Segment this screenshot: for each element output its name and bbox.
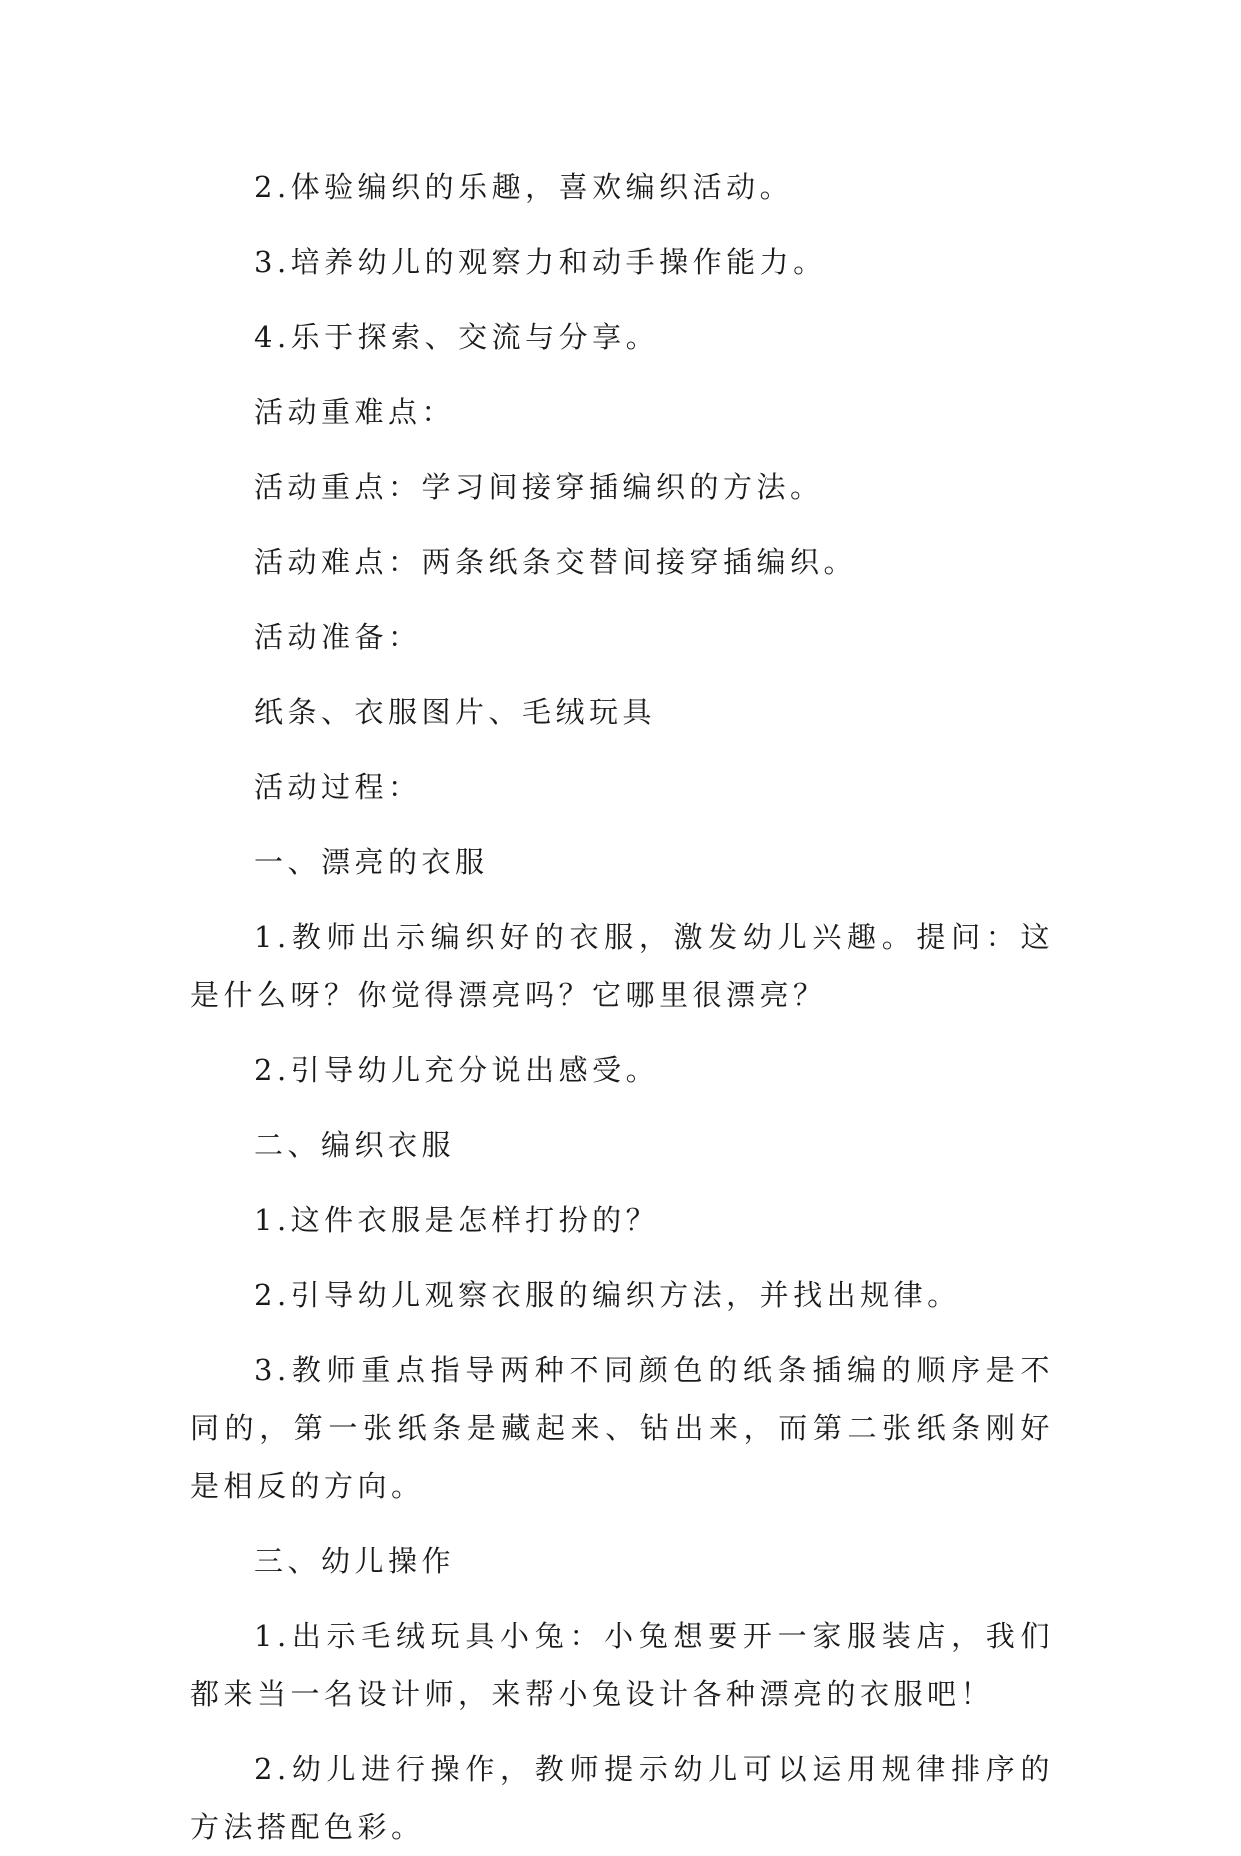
paragraph-goal-2: 2.体验编织的乐趣，喜欢编织活动。 bbox=[254, 170, 794, 204]
paragraph-step-3-1: 1.出示毛绒玩具小兔：小兔想要开一家服装店，我们都来当一名设计师，来帮小兔设计各种漂亮的衣服吧！ bbox=[190, 1619, 1054, 1711]
section-heading-2: 二、编织衣服 bbox=[254, 1128, 456, 1162]
heading-key-points: 活动重难点： bbox=[254, 395, 456, 429]
paragraph-step-3-2: 2.幼儿进行操作，教师提示幼儿可以运用规律排序的方法搭配色彩。 bbox=[190, 1752, 1054, 1844]
paragraph-step-1-1: 1.教师出示编织好的衣服，激发幼儿兴趣。提问：这是什么呀？你觉得漂亮吗？它哪里很漂亮？ bbox=[190, 920, 1054, 1012]
heading-preparation: 活动准备： bbox=[254, 620, 422, 654]
paragraph-goal-4: 4.乐于探索、交流与分享。 bbox=[254, 320, 660, 354]
paragraph-step-2-2: 2.引导幼儿观察衣服的编织方法，并找出规律。 bbox=[254, 1278, 961, 1312]
section-heading-3: 三、幼儿操作 bbox=[254, 1544, 456, 1578]
paragraph-key-point: 活动重点：学习间接穿插编织的方法。 bbox=[254, 470, 824, 504]
paragraph-materials: 纸条、衣服图片、毛绒玩具 bbox=[254, 695, 657, 729]
document-body bbox=[190, 158, 1054, 1856]
section-heading-1: 一、漂亮的衣服 bbox=[254, 845, 489, 879]
paragraph-difficulty: 活动难点：两条纸条交替间接穿插编织。 bbox=[254, 545, 858, 579]
paragraph-step-2-1: 1.这件衣服是怎样打扮的？ bbox=[254, 1203, 660, 1237]
paragraph-step-2-3: 3.教师重点指导两种不同颜色的纸条插编的顺序是不同的，第一张纸条是藏起来、钻出来，而第二张纸条刚好是相反的方向。 bbox=[190, 1353, 1054, 1503]
heading-process: 活动过程： bbox=[254, 770, 422, 804]
paragraph-step-1-2: 2.引导幼儿充分说出感受。 bbox=[254, 1053, 660, 1087]
paragraph-goal-3: 3.培养幼儿的观察力和动手操作能力。 bbox=[254, 245, 827, 279]
